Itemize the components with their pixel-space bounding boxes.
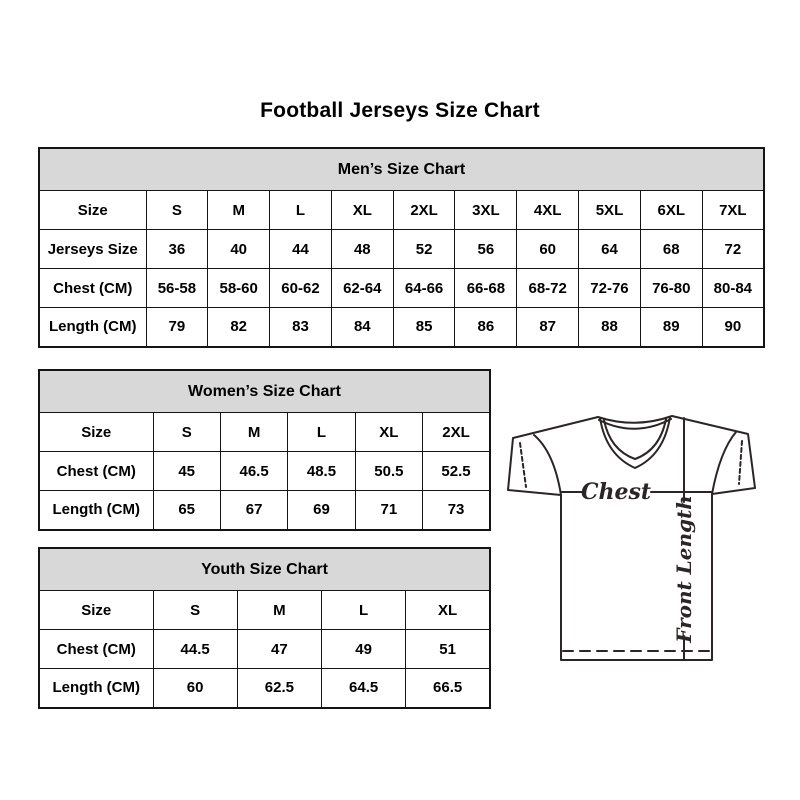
- size-value-cell: 7XL: [702, 191, 764, 230]
- size-value-cell: 66-68: [455, 269, 517, 308]
- size-value-cell: 5XL: [579, 191, 641, 230]
- size-value-cell: 46.5: [220, 452, 287, 491]
- size-value-cell: 68: [640, 230, 702, 269]
- size-value-cell: 52.5: [423, 452, 490, 491]
- size-value-cell: L: [270, 191, 332, 230]
- size-value-cell: 52: [393, 230, 455, 269]
- size-value-cell: 48: [331, 230, 393, 269]
- size-value-cell: 3XL: [455, 191, 517, 230]
- row-label: Size: [39, 413, 153, 452]
- table-title: Youth Size Chart: [39, 548, 490, 591]
- size-value-cell: 56: [455, 230, 517, 269]
- youth-size-table: [38, 547, 491, 709]
- table-row: [39, 452, 490, 491]
- size-value-cell: 51: [406, 630, 490, 669]
- size-value-cell: 71: [355, 491, 422, 530]
- size-value-cell: 90: [702, 308, 764, 347]
- size-value-cell: 65: [153, 491, 220, 530]
- size-value-cell: 85: [393, 308, 455, 347]
- size-value-cell: 84: [331, 308, 393, 347]
- size-value-cell: M: [208, 191, 270, 230]
- size-value-cell: 49: [322, 630, 406, 669]
- table-row: [39, 669, 490, 708]
- size-value-cell: S: [153, 413, 220, 452]
- size-value-cell: 44.5: [153, 630, 237, 669]
- womens-size-table: [38, 369, 491, 531]
- size-value-cell: 73: [423, 491, 490, 530]
- size-value-cell: 60: [153, 669, 237, 708]
- table-title: Women’s Size Chart: [39, 370, 490, 413]
- size-value-cell: L: [322, 591, 406, 630]
- size-value-cell: 62.5: [237, 669, 321, 708]
- row-label: Length (CM): [39, 308, 146, 347]
- size-value-cell: 76-80: [640, 269, 702, 308]
- table-row: [39, 308, 764, 347]
- mens-size-table: [38, 147, 765, 348]
- table-row: [39, 191, 764, 230]
- size-value-cell: 88: [579, 308, 641, 347]
- size-value-cell: 47: [237, 630, 321, 669]
- size-value-cell: S: [153, 591, 237, 630]
- size-value-cell: XL: [406, 591, 490, 630]
- front-length-label: Front Length: [672, 495, 696, 643]
- size-value-cell: 83: [270, 308, 332, 347]
- size-value-cell: 2XL: [423, 413, 490, 452]
- size-value-cell: L: [288, 413, 355, 452]
- table-row: [39, 413, 490, 452]
- page-title: Football Jerseys Size Chart: [260, 99, 540, 122]
- size-value-cell: 4XL: [517, 191, 579, 230]
- size-value-cell: 64-66: [393, 269, 455, 308]
- size-value-cell: 64.5: [322, 669, 406, 708]
- size-value-cell: 44: [270, 230, 332, 269]
- size-value-cell: 60: [517, 230, 579, 269]
- table-title: Men’s Size Chart: [39, 148, 764, 191]
- table-row: [39, 630, 490, 669]
- row-label: Length (CM): [39, 669, 153, 708]
- size-value-cell: 50.5: [355, 452, 422, 491]
- size-value-cell: 86: [455, 308, 517, 347]
- size-value-cell: 72-76: [579, 269, 641, 308]
- size-value-cell: 62-64: [331, 269, 393, 308]
- size-value-cell: S: [146, 191, 208, 230]
- size-value-cell: 60-62: [270, 269, 332, 308]
- size-value-cell: 80-84: [702, 269, 764, 308]
- size-value-cell: 87: [517, 308, 579, 347]
- table-row: [39, 491, 490, 530]
- size-value-cell: XL: [331, 191, 393, 230]
- table-row: [39, 230, 764, 269]
- size-value-cell: 2XL: [393, 191, 455, 230]
- chest-label: Chest: [580, 479, 652, 505]
- size-value-cell: 79: [146, 308, 208, 347]
- size-value-cell: 64: [579, 230, 641, 269]
- size-value-cell: 48.5: [288, 452, 355, 491]
- row-label: Size: [39, 591, 153, 630]
- size-value-cell: 67: [220, 491, 287, 530]
- size-value-cell: 82: [208, 308, 270, 347]
- row-label: Chest (CM): [39, 630, 153, 669]
- size-value-cell: 58-60: [208, 269, 270, 308]
- size-value-cell: M: [237, 591, 321, 630]
- row-label: Jerseys Size: [39, 230, 146, 269]
- size-value-cell: 66.5: [406, 669, 490, 708]
- size-value-cell: 68-72: [517, 269, 579, 308]
- size-value-cell: 72: [702, 230, 764, 269]
- row-label: Size: [39, 191, 146, 230]
- size-value-cell: 56-58: [146, 269, 208, 308]
- row-label: Chest (CM): [39, 269, 146, 308]
- size-value-cell: 36: [146, 230, 208, 269]
- row-label: Chest (CM): [39, 452, 153, 491]
- table-row: [39, 591, 490, 630]
- jersey-diagram-svg: [503, 410, 771, 670]
- size-value-cell: 89: [640, 308, 702, 347]
- size-value-cell: 6XL: [640, 191, 702, 230]
- size-value-cell: 40: [208, 230, 270, 269]
- size-value-cell: 69: [288, 491, 355, 530]
- table-row: [39, 269, 764, 308]
- size-value-cell: XL: [355, 413, 422, 452]
- jersey-measurement-diagram: [503, 410, 771, 670]
- row-label: Length (CM): [39, 491, 153, 530]
- jersey-outline: [508, 416, 755, 660]
- size-value-cell: 45: [153, 452, 220, 491]
- size-value-cell: M: [220, 413, 287, 452]
